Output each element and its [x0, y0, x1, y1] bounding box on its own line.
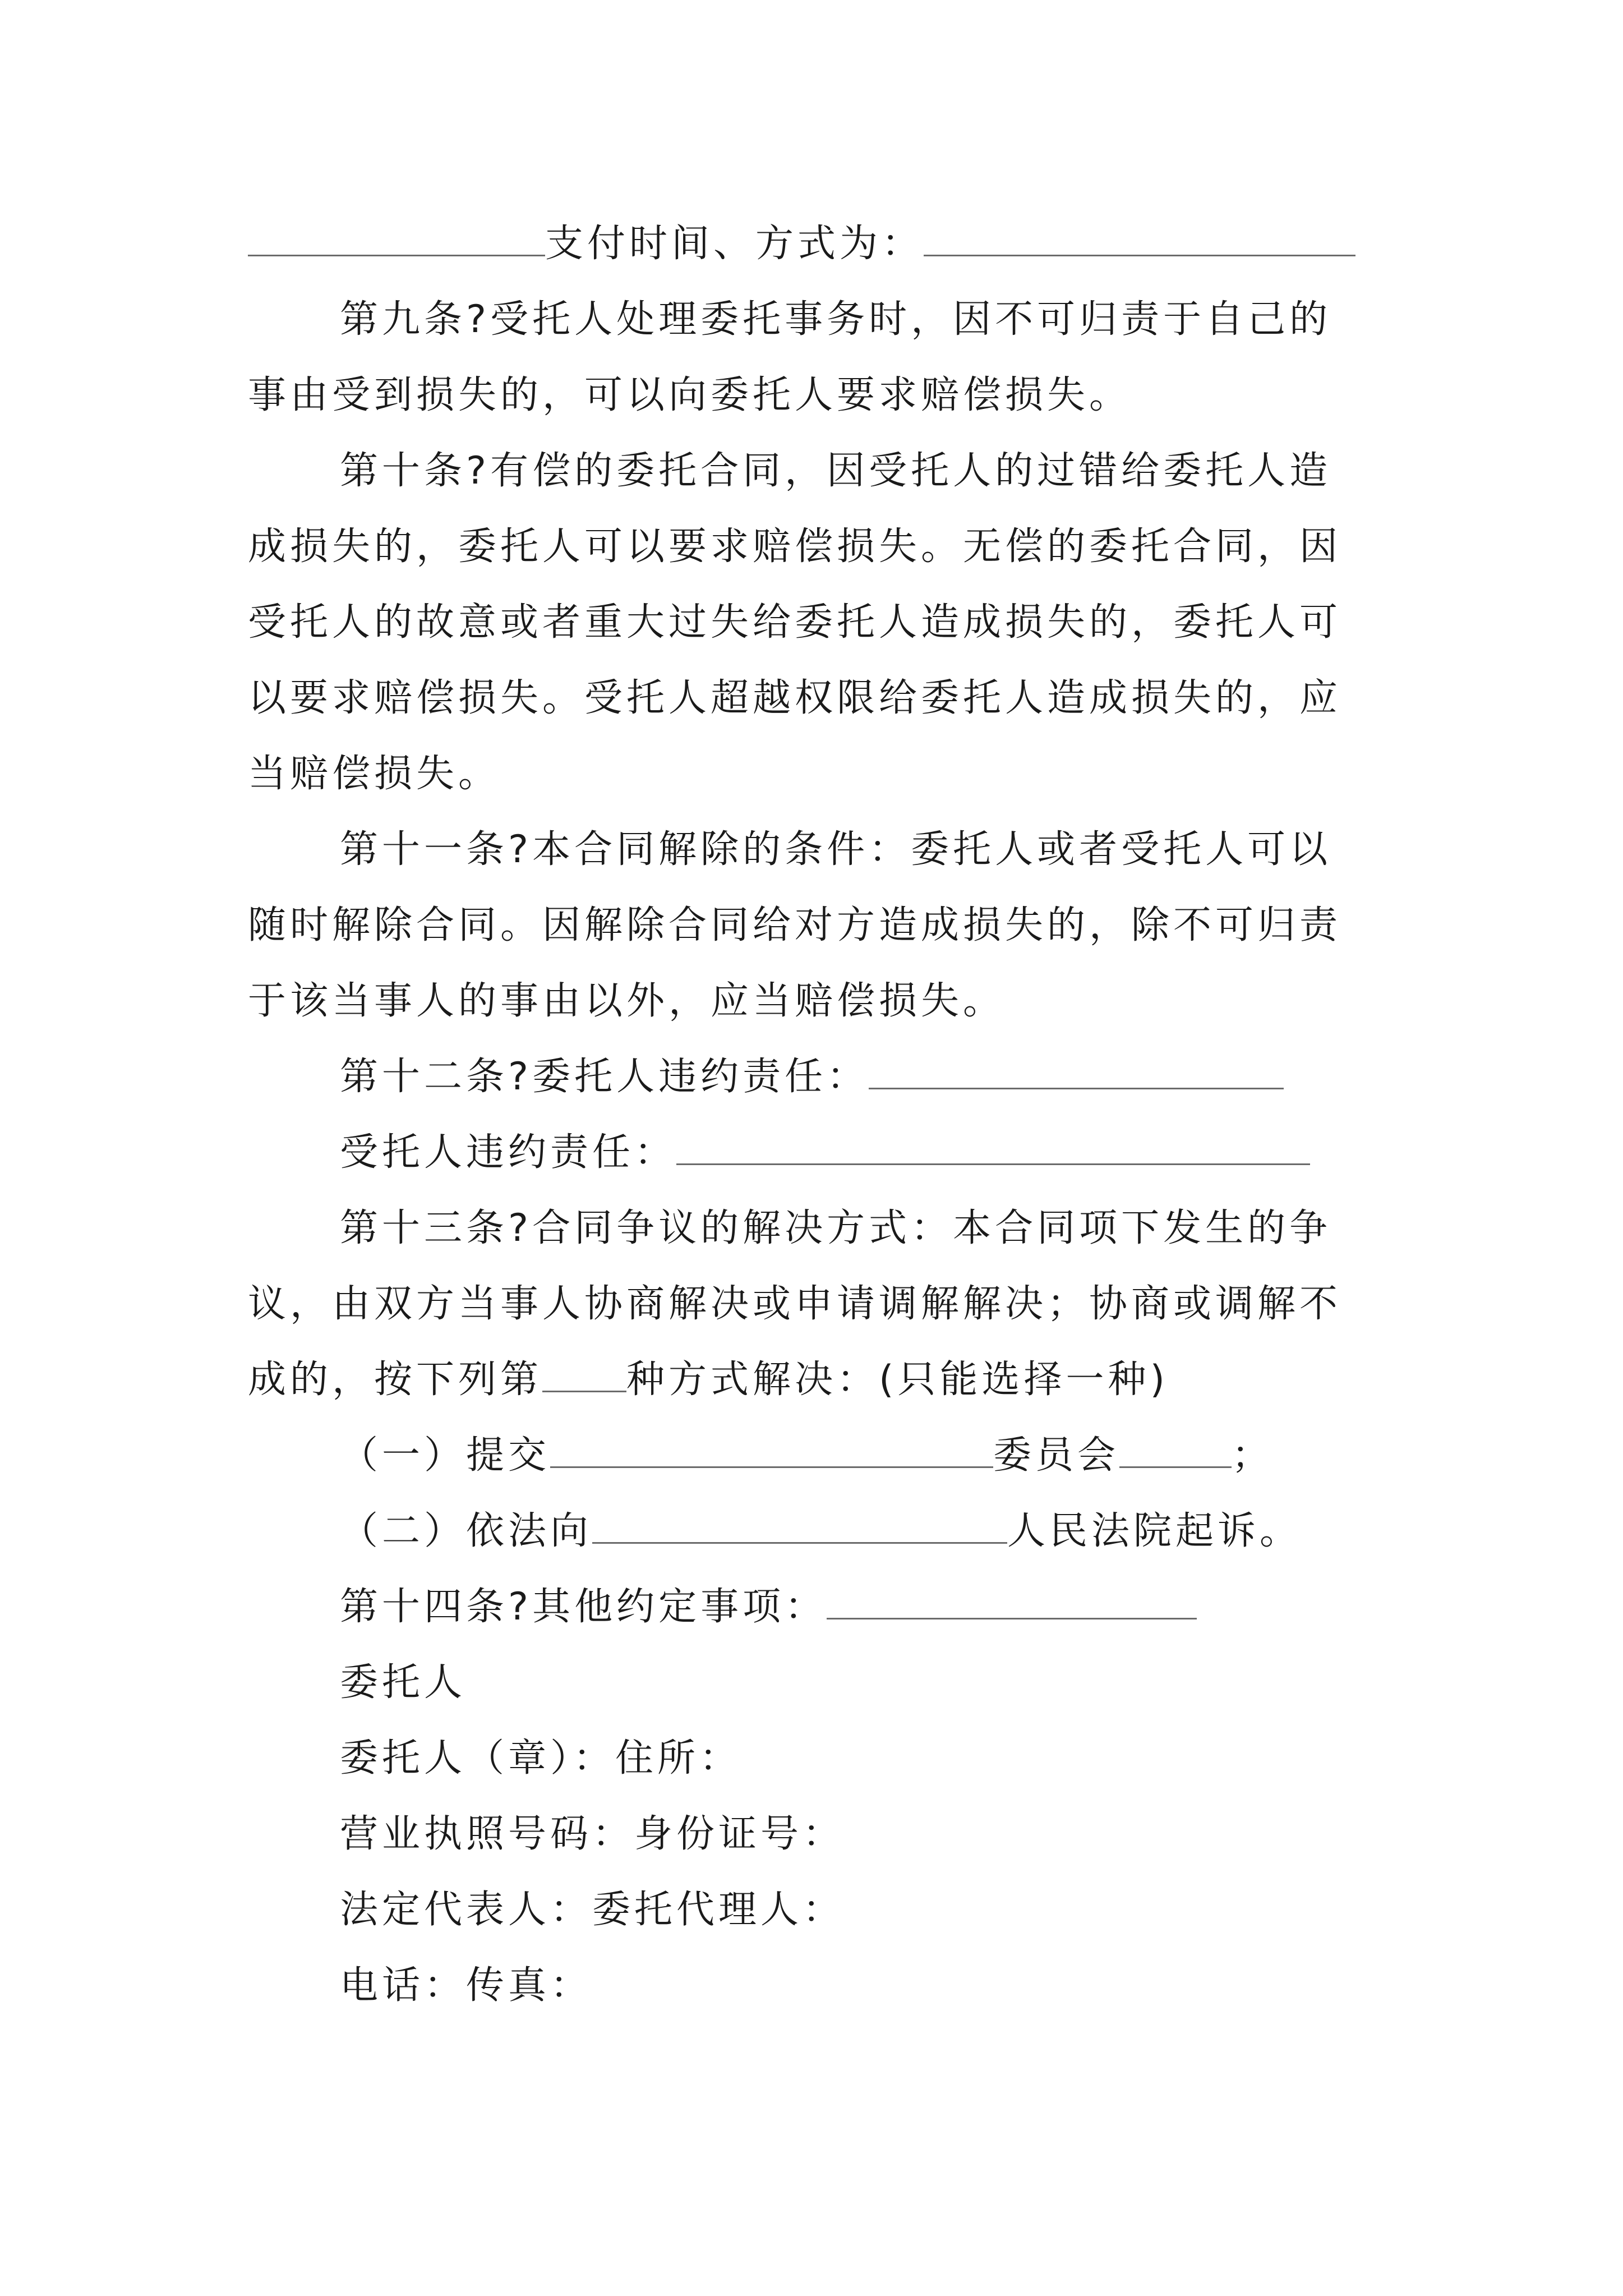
article-12-principal-label: 第十二条?委托人违约责任： [340, 1055, 869, 1099]
option-1-prefix: （一）提交 [340, 1433, 551, 1478]
article-11-line-2: 随时解除合同。因解除合同给对方造成损失的，除不可归责 [248, 903, 1342, 947]
article-12-line-1 [340, 1049, 1284, 1105]
article-11-line-3: 于该当事人的事由以外，应当赔偿损失。 [248, 979, 1006, 1023]
article-13-line-3 [248, 1352, 1169, 1408]
signature-title: 委托人 [340, 1660, 467, 1705]
article-13-line-2: 议，由双方当事人协商解决或申请调解解决；协商或调解不 [248, 1282, 1342, 1326]
article-12-line-2 [340, 1125, 1310, 1181]
option-1-committee: 委员会 [993, 1433, 1120, 1478]
article-10-line-5: 当赔偿损失。 [248, 752, 501, 796]
blank-principal-liability[interactable] [869, 1054, 1284, 1089]
article-14-label: 第十四条?其他约定事项： [340, 1585, 827, 1629]
article-10-line-2: 成损失的，委托人可以要求赔偿损失。无偿的委托合同，因 [248, 524, 1342, 569]
option-1-semicolon: ； [1232, 1433, 1274, 1478]
signature-seal-address: 委托人（章）：住所： [340, 1736, 742, 1780]
blank-court-name[interactable] [592, 1508, 1007, 1544]
article-9-line-2: 事由受到损失的，可以向委托人要求赔偿损失。 [248, 373, 1132, 417]
article-10-line-3: 受托人的故意或者重大过失给委托人造成损失的，委托人可 [248, 600, 1342, 645]
article-14-line [340, 1579, 1197, 1635]
signature-license-id: 营业执照号码：身份证号： [340, 1812, 845, 1856]
blank-resolution-choice[interactable] [542, 1357, 626, 1392]
payment-line [248, 216, 1355, 272]
article-12-agent-label: 受托人违约责任： [340, 1130, 677, 1175]
option-2-prefix: （二）依法向 [340, 1509, 593, 1553]
blank-arbitration-body[interactable] [550, 1433, 993, 1468]
blank-payment-method[interactable] [924, 221, 1355, 256]
article-10-line-1: 第十条?有偿的委托合同，因受托人的过错给委托人造 [340, 449, 1332, 493]
article-13-line-1: 第十三条?合同争议的解决方式：本合同项下发生的争 [340, 1206, 1332, 1250]
article-13-choice-suffix: 种方式解决：(只能选择一种) [626, 1358, 1169, 1402]
option-1-line [340, 1428, 1274, 1484]
blank-committee-extra[interactable] [1119, 1433, 1232, 1468]
article-11-line-1: 第十一条?本合同解除的条件：委托人或者受托人可以 [340, 827, 1332, 872]
payment-text: 支付时间、方式为： [545, 222, 924, 266]
option-2-line [340, 1503, 1302, 1559]
signature-representative: 法定代表人：委托代理人： [340, 1888, 845, 1932]
article-13-choice-prefix: 成的，按下列第 [248, 1358, 543, 1402]
signature-phone-fax: 电话：传真： [340, 1963, 593, 2008]
option-2-suffix: 人民法院起诉。 [1007, 1509, 1302, 1553]
article-10-line-4: 以要求赔偿损失。受托人超越权限给委托人造成损失的，应 [248, 676, 1342, 720]
article-9-line-1: 第九条?受托人处理委托事务时，因不可归责于自己的 [340, 297, 1332, 342]
blank-other-terms[interactable] [827, 1584, 1197, 1619]
blank-payment-amount[interactable] [248, 221, 545, 256]
blank-agent-liability[interactable] [676, 1130, 1310, 1165]
